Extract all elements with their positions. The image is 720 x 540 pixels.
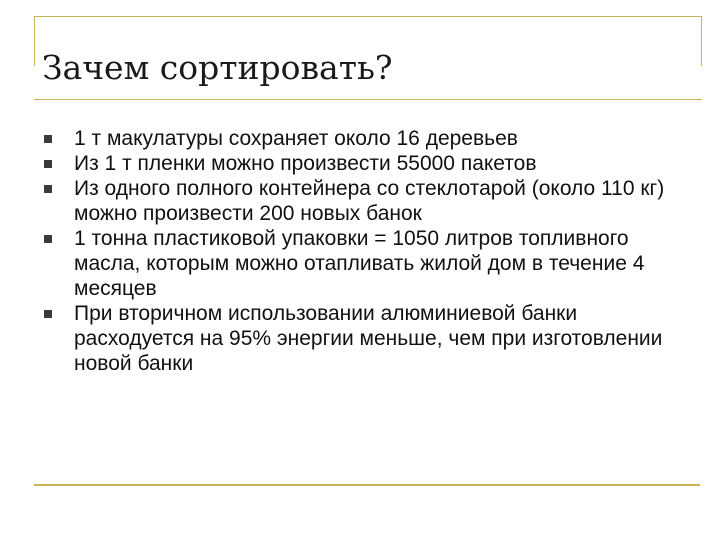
bullet-text: При вторичном использовании алюминиевой банки расходуется на 95% энергии меньше, чем при изготовлении новой банки bbox=[74, 302, 663, 375]
title-divider-line bbox=[34, 99, 702, 100]
left-decorative-line bbox=[34, 16, 35, 66]
bullet-text: 1 т макулатуры сохраняет около 16 деревьев bbox=[74, 127, 518, 150]
bullet-list bbox=[44, 126, 694, 376]
bullet-item bbox=[44, 126, 694, 151]
bullet-text: Из одного полного контейнера со стеклотарой (около 110 кг) можно произвести 200 новых банок bbox=[74, 177, 665, 225]
square-bullet-icon bbox=[44, 235, 52, 243]
bullet-item bbox=[44, 176, 694, 226]
right-decorative-line bbox=[701, 16, 702, 66]
top-decorative-line bbox=[34, 16, 702, 17]
bullet-text: 1 тонна пластиковой упаковки = 1050 литров топливного масла, которым можно отапливать жилой дом в течение 4 месяцев bbox=[74, 227, 645, 300]
bullet-text: Из 1 т пленки можно произвести 55000 пакетов bbox=[74, 152, 537, 175]
square-bullet-icon bbox=[44, 135, 52, 143]
bullet-item bbox=[44, 151, 694, 176]
slide-title: Зачем сортировать? bbox=[42, 48, 393, 87]
square-bullet-icon bbox=[44, 160, 52, 168]
square-bullet-icon bbox=[44, 310, 52, 318]
bottom-decorative-line bbox=[34, 484, 700, 486]
square-bullet-icon bbox=[44, 185, 52, 193]
bullet-item bbox=[44, 301, 694, 376]
bullet-item bbox=[44, 226, 694, 301]
